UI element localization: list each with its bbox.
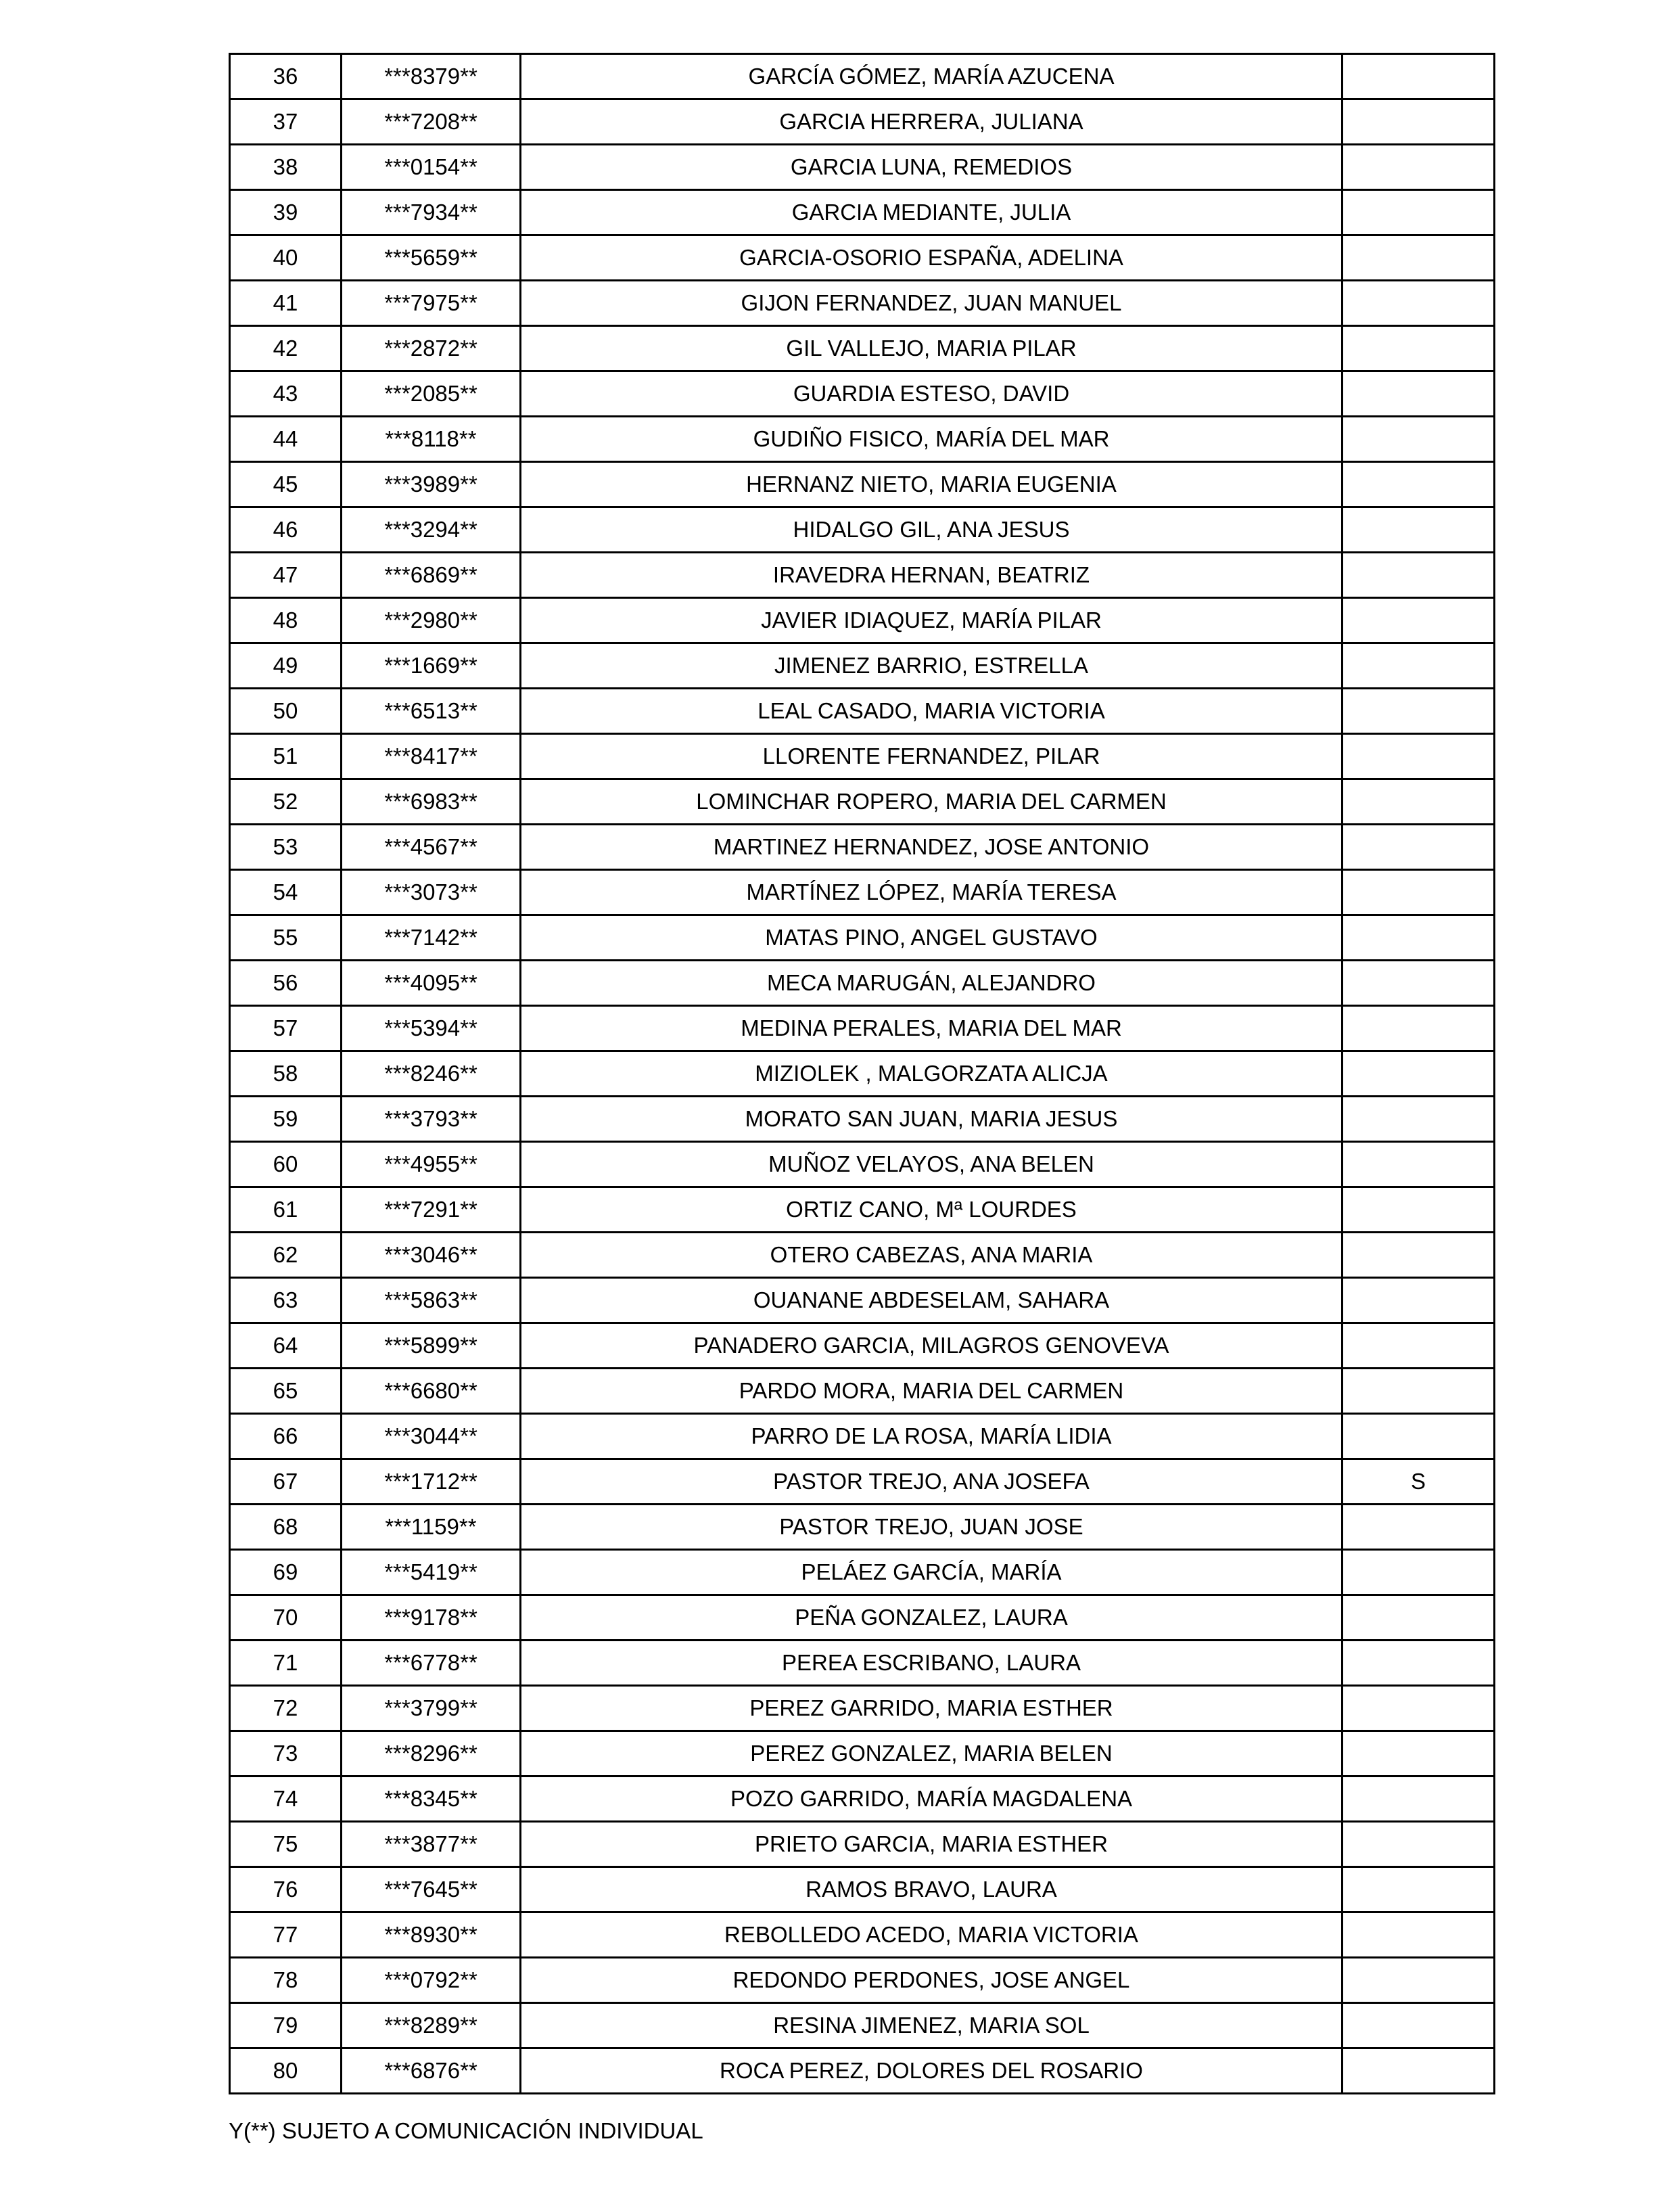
table-row xyxy=(230,1777,1495,1822)
cell-document: ***3799** xyxy=(342,1686,521,1731)
cell-name: GARCIA LUNA, REMEDIOS xyxy=(521,145,1343,190)
cell-document: ***8118** xyxy=(342,417,521,462)
cell-document: ***8345** xyxy=(342,1777,521,1822)
table-row xyxy=(230,1006,1495,1051)
cell-document: ***3877** xyxy=(342,1822,521,1867)
cell-number: 71 xyxy=(230,1641,342,1686)
cell-number: 51 xyxy=(230,734,342,779)
cell-flag xyxy=(1343,553,1495,598)
table-row xyxy=(230,825,1495,870)
cell-flag xyxy=(1343,1369,1495,1414)
cell-flag xyxy=(1343,326,1495,371)
table-row xyxy=(230,1233,1495,1278)
cell-name: REBOLLEDO ACEDO, MARIA VICTORIA xyxy=(521,1912,1343,1958)
table-row xyxy=(230,1097,1495,1142)
cell-name: MUÑOZ VELAYOS, ANA BELEN xyxy=(521,1142,1343,1187)
cell-number: 68 xyxy=(230,1505,342,1550)
cell-number: 77 xyxy=(230,1912,342,1958)
cell-number: 60 xyxy=(230,1142,342,1187)
cell-number: 39 xyxy=(230,190,342,235)
cell-flag xyxy=(1343,1686,1495,1731)
table-row xyxy=(230,1414,1495,1459)
cell-flag xyxy=(1343,961,1495,1006)
cell-flag xyxy=(1343,689,1495,734)
cell-flag xyxy=(1343,1505,1495,1550)
cell-name: PASTOR TREJO, JUAN JOSE xyxy=(521,1505,1343,1550)
cell-number: 40 xyxy=(230,235,342,281)
table-row xyxy=(230,1595,1495,1641)
cell-name: MIZIOLEK , MALGORZATA ALICJA xyxy=(521,1051,1343,1097)
cell-name: JAVIER IDIAQUEZ, MARÍA PILAR xyxy=(521,598,1343,643)
cell-flag xyxy=(1343,1912,1495,1958)
cell-name: GUARDIA ESTESO, DAVID xyxy=(521,371,1343,417)
table-row xyxy=(230,1550,1495,1595)
cell-number: 63 xyxy=(230,1278,342,1323)
cell-number: 45 xyxy=(230,462,342,507)
cell-number: 67 xyxy=(230,1459,342,1505)
cell-number: 78 xyxy=(230,1958,342,2003)
cell-name: PEREZ GARRIDO, MARIA ESTHER xyxy=(521,1686,1343,1731)
cell-flag xyxy=(1343,54,1495,99)
cell-document: ***7142** xyxy=(342,915,521,961)
footnote: Y(**) SUJETO A COMUNICACIÓN INDIVIDUAL xyxy=(229,2118,703,2143)
cell-number: 46 xyxy=(230,507,342,553)
cell-name: ORTIZ CANO, Mª LOURDES xyxy=(521,1187,1343,1233)
cell-number: 58 xyxy=(230,1051,342,1097)
cell-number: 50 xyxy=(230,689,342,734)
cell-name: LOMINCHAR ROPERO, MARIA DEL CARMEN xyxy=(521,779,1343,825)
cell-flag xyxy=(1343,1233,1495,1278)
cell-name: LLORENTE FERNANDEZ, PILAR xyxy=(521,734,1343,779)
table-row xyxy=(230,870,1495,915)
cell-flag xyxy=(1343,1187,1495,1233)
cell-document: ***5419** xyxy=(342,1550,521,1595)
cell-flag xyxy=(1343,190,1495,235)
cell-number: 55 xyxy=(230,915,342,961)
table-row xyxy=(230,417,1495,462)
table-row xyxy=(230,1912,1495,1958)
cell-number: 75 xyxy=(230,1822,342,1867)
cell-flag xyxy=(1343,235,1495,281)
table-row xyxy=(230,145,1495,190)
cell-document: ***0792** xyxy=(342,1958,521,2003)
cell-flag xyxy=(1343,1278,1495,1323)
cell-name: LEAL CASADO, MARIA VICTORIA xyxy=(521,689,1343,734)
cell-name: RAMOS BRAVO, LAURA xyxy=(521,1867,1343,1912)
cell-name: PANADERO GARCIA, MILAGROS GENOVEVA xyxy=(521,1323,1343,1369)
cell-number: 70 xyxy=(230,1595,342,1641)
table-row xyxy=(230,1187,1495,1233)
cell-flag xyxy=(1343,1414,1495,1459)
cell-number: 59 xyxy=(230,1097,342,1142)
cell-document: ***5659** xyxy=(342,235,521,281)
cell-document: ***3793** xyxy=(342,1097,521,1142)
table-row xyxy=(230,1459,1495,1505)
table-row xyxy=(230,1323,1495,1369)
table-row xyxy=(230,598,1495,643)
table-row xyxy=(230,507,1495,553)
cell-document: ***1669** xyxy=(342,643,521,689)
cell-flag xyxy=(1343,2048,1495,2094)
table-row xyxy=(230,2003,1495,2048)
cell-flag xyxy=(1343,1641,1495,1686)
cell-name: PRIETO GARCIA, MARIA ESTHER xyxy=(521,1822,1343,1867)
table-row xyxy=(230,1142,1495,1187)
cell-name: RESINA JIMENEZ, MARIA SOL xyxy=(521,2003,1343,2048)
table-row xyxy=(230,1278,1495,1323)
cell-flag xyxy=(1343,507,1495,553)
cell-document: ***2872** xyxy=(342,326,521,371)
cell-name: HERNANZ NIETO, MARIA EUGENIA xyxy=(521,462,1343,507)
cell-document: ***6869** xyxy=(342,553,521,598)
cell-document: ***5899** xyxy=(342,1323,521,1369)
cell-flag xyxy=(1343,779,1495,825)
table-row xyxy=(230,1867,1495,1912)
cell-document: ***4955** xyxy=(342,1142,521,1187)
cell-number: 49 xyxy=(230,643,342,689)
cell-document: ***6680** xyxy=(342,1369,521,1414)
cell-number: 66 xyxy=(230,1414,342,1459)
table-row xyxy=(230,1051,1495,1097)
cell-number: 73 xyxy=(230,1731,342,1777)
table-row xyxy=(230,1641,1495,1686)
cell-number: 74 xyxy=(230,1777,342,1822)
cell-name: PARRO DE LA ROSA, MARÍA LIDIA xyxy=(521,1414,1343,1459)
cell-number: 61 xyxy=(230,1187,342,1233)
cell-document: ***4567** xyxy=(342,825,521,870)
table-row xyxy=(230,779,1495,825)
table-row xyxy=(230,281,1495,326)
cell-number: 36 xyxy=(230,54,342,99)
cell-name: GARCIA HERRERA, JULIANA xyxy=(521,99,1343,145)
cell-flag: S xyxy=(1343,1459,1495,1505)
cell-name: PEÑA GONZALEZ, LAURA xyxy=(521,1595,1343,1641)
cell-name: MARTÍNEZ LÓPEZ, MARÍA TERESA xyxy=(521,870,1343,915)
cell-document: ***8930** xyxy=(342,1912,521,1958)
cell-name: OUANANE ABDESELAM, SAHARA xyxy=(521,1278,1343,1323)
cell-flag xyxy=(1343,1867,1495,1912)
table-row xyxy=(230,1686,1495,1731)
cell-name: MATAS PINO, ANGEL GUSTAVO xyxy=(521,915,1343,961)
cell-document: ***0154** xyxy=(342,145,521,190)
cell-number: 47 xyxy=(230,553,342,598)
cell-flag xyxy=(1343,99,1495,145)
cell-number: 76 xyxy=(230,1867,342,1912)
cell-name: GIJON FERNANDEZ, JUAN MANUEL xyxy=(521,281,1343,326)
cell-document: ***7291** xyxy=(342,1187,521,1233)
table-row xyxy=(230,734,1495,779)
cell-flag xyxy=(1343,462,1495,507)
cell-number: 65 xyxy=(230,1369,342,1414)
cell-document: ***1712** xyxy=(342,1459,521,1505)
cell-document: ***6513** xyxy=(342,689,521,734)
cell-flag xyxy=(1343,734,1495,779)
cell-number: 69 xyxy=(230,1550,342,1595)
cell-name: PEREA ESCRIBANO, LAURA xyxy=(521,1641,1343,1686)
cell-flag xyxy=(1343,643,1495,689)
cell-flag xyxy=(1343,915,1495,961)
cell-name: REDONDO PERDONES, JOSE ANGEL xyxy=(521,1958,1343,2003)
table-row xyxy=(230,462,1495,507)
cell-document: ***8289** xyxy=(342,2003,521,2048)
cell-name: GARCIA-OSORIO ESPAÑA, ADELINA xyxy=(521,235,1343,281)
cell-document: ***7645** xyxy=(342,1867,521,1912)
cell-number: 41 xyxy=(230,281,342,326)
cell-document: ***7208** xyxy=(342,99,521,145)
cell-document: ***8379** xyxy=(342,54,521,99)
cell-document: ***2085** xyxy=(342,371,521,417)
cell-number: 53 xyxy=(230,825,342,870)
cell-name: ROCA PEREZ, DOLORES DEL ROSARIO xyxy=(521,2048,1343,2094)
cell-flag xyxy=(1343,281,1495,326)
cell-name: MARTINEZ HERNANDEZ, JOSE ANTONIO xyxy=(521,825,1343,870)
cell-document: ***8417** xyxy=(342,734,521,779)
cell-name: MECA MARUGÁN, ALEJANDRO xyxy=(521,961,1343,1006)
cell-document: ***3044** xyxy=(342,1414,521,1459)
cell-flag xyxy=(1343,598,1495,643)
cell-flag xyxy=(1343,1097,1495,1142)
cell-name: POZO GARRIDO, MARÍA MAGDALENA xyxy=(521,1777,1343,1822)
cell-flag xyxy=(1343,2003,1495,2048)
cell-name: GARCIA MEDIANTE, JULIA xyxy=(521,190,1343,235)
cell-document: ***6983** xyxy=(342,779,521,825)
cell-flag xyxy=(1343,1731,1495,1777)
table-row xyxy=(230,326,1495,371)
table-row xyxy=(230,1822,1495,1867)
cell-flag xyxy=(1343,1550,1495,1595)
cell-name: MEDINA PERALES, MARIA DEL MAR xyxy=(521,1006,1343,1051)
cell-document: ***3046** xyxy=(342,1233,521,1278)
cell-flag xyxy=(1343,1595,1495,1641)
cell-document: ***3294** xyxy=(342,507,521,553)
cell-number: 43 xyxy=(230,371,342,417)
cell-document: ***8246** xyxy=(342,1051,521,1097)
cell-name: PELÁEZ GARCÍA, MARÍA xyxy=(521,1550,1343,1595)
cell-document: ***7934** xyxy=(342,190,521,235)
cell-document: ***8296** xyxy=(342,1731,521,1777)
cell-document: ***5394** xyxy=(342,1006,521,1051)
cell-name: GUDIÑO FISICO, MARÍA DEL MAR xyxy=(521,417,1343,462)
cell-flag xyxy=(1343,1777,1495,1822)
table-row xyxy=(230,961,1495,1006)
table-row xyxy=(230,643,1495,689)
table-row xyxy=(230,371,1495,417)
cell-document: ***2980** xyxy=(342,598,521,643)
cell-number: 57 xyxy=(230,1006,342,1051)
cell-flag xyxy=(1343,1958,1495,2003)
cell-number: 56 xyxy=(230,961,342,1006)
cell-name: PARDO MORA, MARIA DEL CARMEN xyxy=(521,1369,1343,1414)
cell-name: OTERO CABEZAS, ANA MARIA xyxy=(521,1233,1343,1278)
cell-document: ***3989** xyxy=(342,462,521,507)
cell-document: ***9178** xyxy=(342,1595,521,1641)
table-row xyxy=(230,99,1495,145)
cell-document: ***5863** xyxy=(342,1278,521,1323)
cell-number: 79 xyxy=(230,2003,342,2048)
table-row xyxy=(230,54,1495,99)
cell-flag xyxy=(1343,1006,1495,1051)
table-row xyxy=(230,235,1495,281)
cell-flag xyxy=(1343,825,1495,870)
cell-flag xyxy=(1343,1822,1495,1867)
cell-flag xyxy=(1343,145,1495,190)
table-row xyxy=(230,2048,1495,2094)
cell-name: IRAVEDRA HERNAN, BEATRIZ xyxy=(521,553,1343,598)
cell-document: ***6876** xyxy=(342,2048,521,2094)
applicants-table-body xyxy=(230,54,1495,2094)
cell-flag xyxy=(1343,371,1495,417)
cell-number: 37 xyxy=(230,99,342,145)
cell-number: 62 xyxy=(230,1233,342,1278)
cell-document: ***4095** xyxy=(342,961,521,1006)
cell-flag xyxy=(1343,1323,1495,1369)
cell-flag xyxy=(1343,417,1495,462)
table-row xyxy=(230,1958,1495,2003)
cell-name: GARCÍA GÓMEZ, MARÍA AZUCENA xyxy=(521,54,1343,99)
cell-number: 64 xyxy=(230,1323,342,1369)
cell-document: ***6778** xyxy=(342,1641,521,1686)
applicants-table xyxy=(229,53,1495,2094)
cell-document: ***7975** xyxy=(342,281,521,326)
cell-flag xyxy=(1343,870,1495,915)
table-row xyxy=(230,1505,1495,1550)
table-row xyxy=(230,1369,1495,1414)
cell-flag xyxy=(1343,1142,1495,1187)
cell-number: 48 xyxy=(230,598,342,643)
cell-number: 38 xyxy=(230,145,342,190)
table-row xyxy=(230,190,1495,235)
cell-flag xyxy=(1343,1051,1495,1097)
table-row xyxy=(230,689,1495,734)
cell-number: 44 xyxy=(230,417,342,462)
cell-document: ***3073** xyxy=(342,870,521,915)
cell-number: 42 xyxy=(230,326,342,371)
table-row xyxy=(230,553,1495,598)
cell-name: HIDALGO GIL, ANA JESUS xyxy=(521,507,1343,553)
cell-number: 80 xyxy=(230,2048,342,2094)
cell-name: PASTOR TREJO, ANA JOSEFA xyxy=(521,1459,1343,1505)
cell-number: 52 xyxy=(230,779,342,825)
cell-name: PEREZ GONZALEZ, MARIA BELEN xyxy=(521,1731,1343,1777)
cell-name: GIL VALLEJO, MARIA PILAR xyxy=(521,326,1343,371)
table-row xyxy=(230,915,1495,961)
cell-number: 54 xyxy=(230,870,342,915)
cell-name: MORATO SAN JUAN, MARIA JESUS xyxy=(521,1097,1343,1142)
cell-document: ***1159** xyxy=(342,1505,521,1550)
cell-number: 72 xyxy=(230,1686,342,1731)
cell-name: JIMENEZ BARRIO, ESTRELLA xyxy=(521,643,1343,689)
table-row xyxy=(230,1731,1495,1777)
